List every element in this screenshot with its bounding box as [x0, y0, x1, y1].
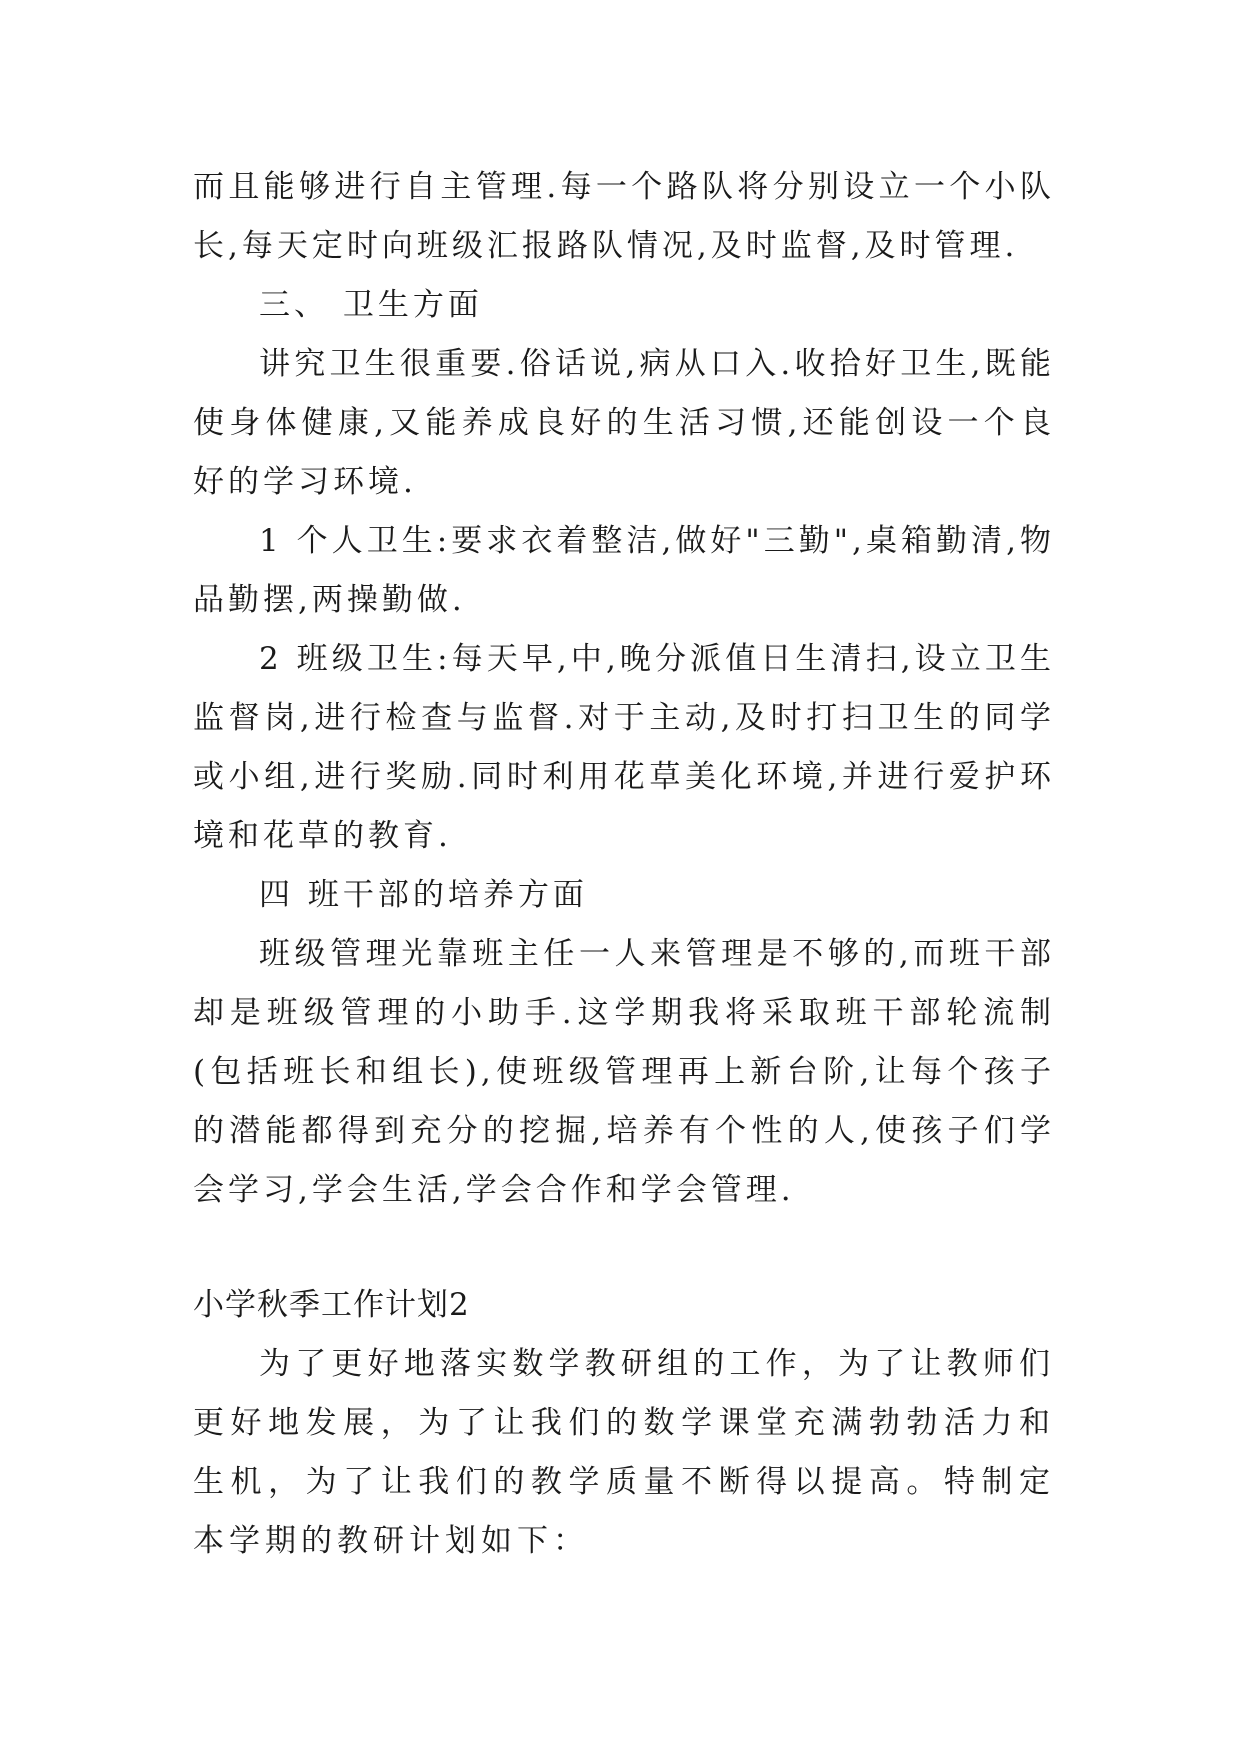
- paragraph-class-hygiene: 2 班级卫生:每天早,中,晚分派值日生清扫,设立卫生监督岗,进行检查与监督.对于主动,及时打扫卫生的同学或小组,进行奖励.同时利用花草美化环境,并进行爱护环境和花草的教育.: [193, 641, 1055, 854]
- paragraph-route-management: 而且能够进行自主管理.每一个路队将分别设立一个小队长,每天定时向班级汇报路队情况,及时监督,及时管理.: [193, 169, 1055, 264]
- paragraph-class-cadre: 班级管理光靠班主任一人来管理是不够的,而班干部却是班级管理的小助手.这学期我将采取班干部轮流制(包括班长和组长),使班级管理再上新台阶,让每个孩子的潜能都得到充分的挖掘,培养有个性的人,使孩子们学会学习,学会生活,学会合作和学会管理.: [193, 936, 1055, 1208]
- heading-hygiene: 三、 卫生方面: [259, 287, 483, 323]
- paragraph-hygiene-intro: 讲究卫生很重要.俗话说,病从口入.收拾好卫生,既能使身体健康,又能养成良好的生活习惯,还能创设一个良好的学习环境.: [193, 346, 1055, 500]
- heading-class-cadre: 四 班干部的培养方面: [259, 877, 588, 913]
- document-body: [193, 158, 1055, 1571]
- section-title-plan-2: 小学秋季工作计划2: [193, 1287, 470, 1323]
- paragraph-personal-hygiene: 1 个人卫生:要求衣着整洁,做好"三勤",桌箱勤清,物品勤摆,两操勤做.: [193, 523, 1055, 618]
- paragraph-plan-intro: 为了更好地落实数学教研组的工作，为了让教师们更好地发展，为了让我们的数学课堂充满勃勃活力和生机，为了让我们的教学质量不断得以提高。特制定本学期的教研计划如下：: [193, 1346, 1055, 1559]
